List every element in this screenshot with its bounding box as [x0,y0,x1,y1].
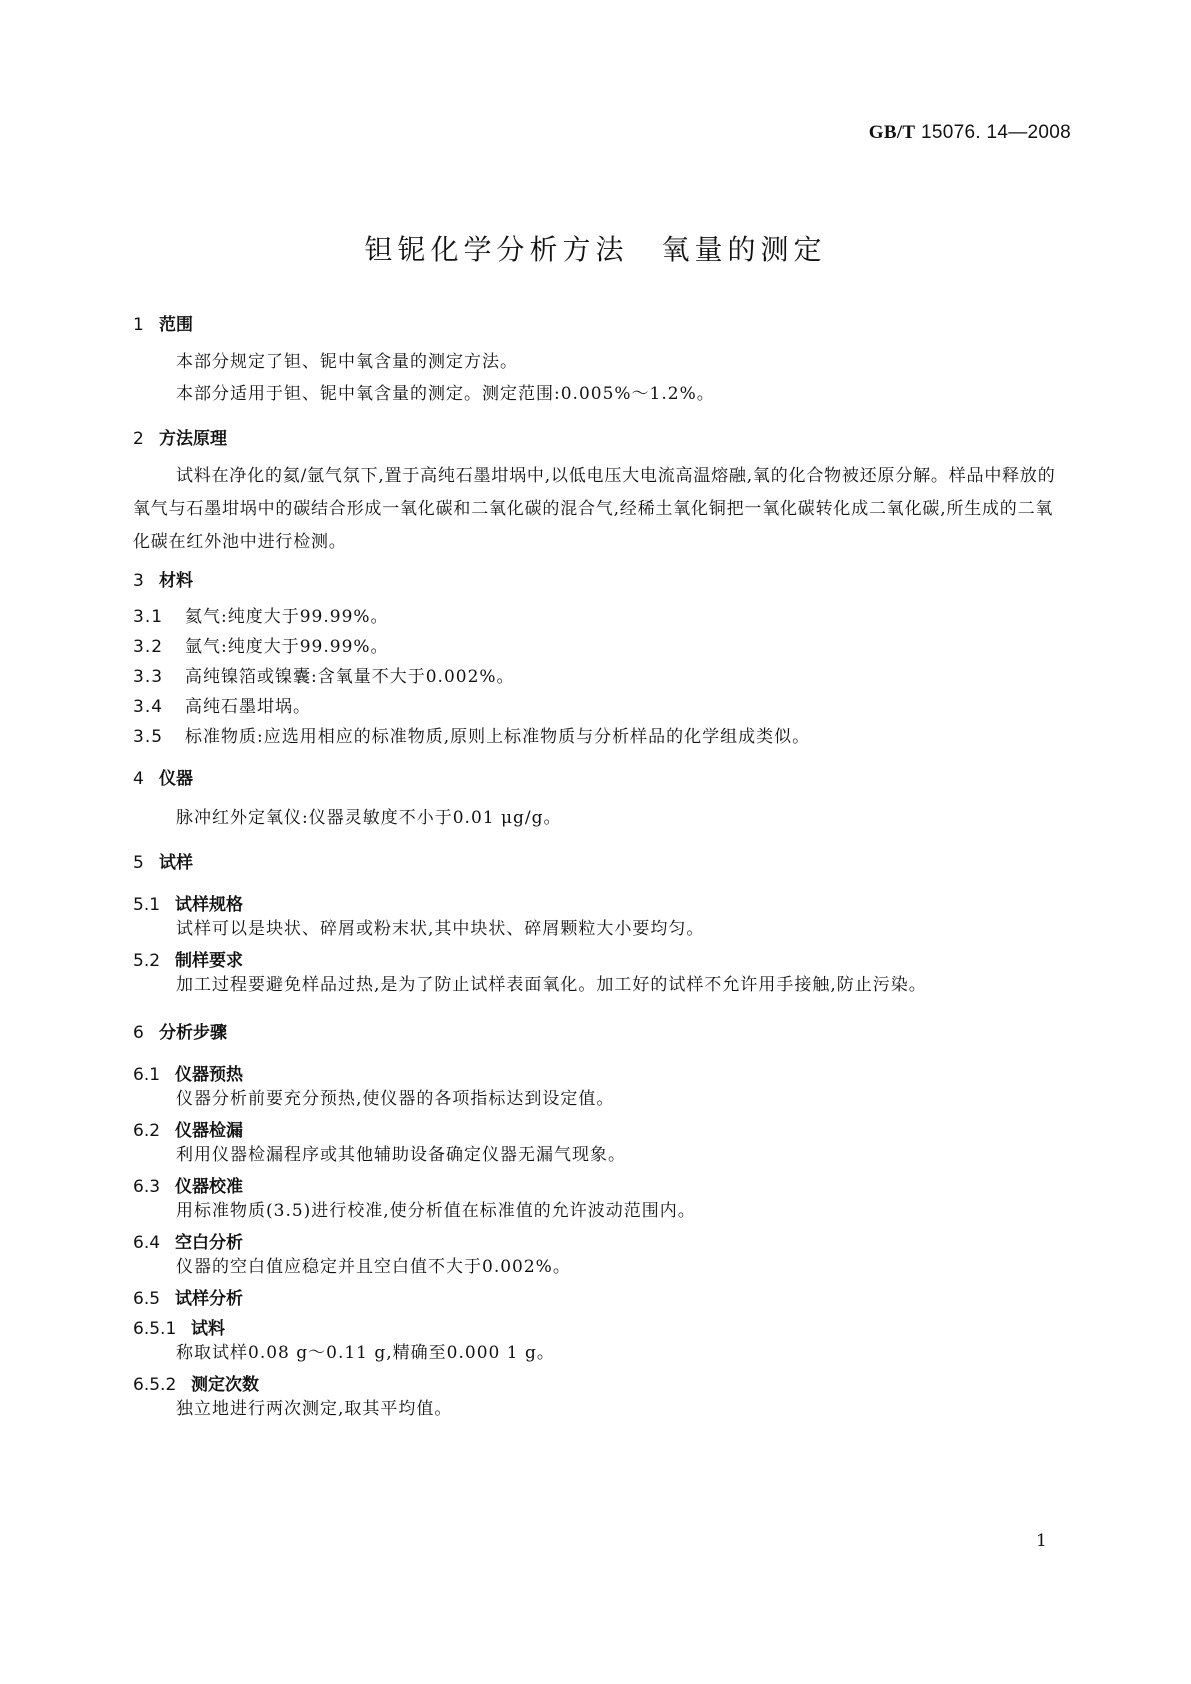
section-title: 分析步骤 [159,1023,227,1043]
subsection-number: 5.2 [133,951,161,971]
subsection-number: 6.2 [133,1121,161,1141]
paragraph: 仪器的空白值应稳定并且空白值不大于0.002%。 [176,1257,571,1277]
subsection-title: 试料 [191,1319,225,1339]
subsubsection-heading [133,1370,259,1395]
section-2-heading [133,424,227,449]
paragraph: 本部分适用于钽、铌中氧含量的测定。测定范围:0.005%～1.2%。 [176,384,715,404]
item-number: 3.2 [133,637,164,657]
section-number: 6 [133,1023,144,1043]
section-3-heading [133,566,193,591]
item-text: 氩气:纯度大于99.99%。 [185,637,389,657]
subsection-heading [133,890,243,915]
paragraph: 脉冲红外定氧仪:仪器灵敏度不小于0.01 μg/g。 [176,808,562,828]
section-4-heading [133,764,193,789]
section-number: 5 [133,853,144,873]
subsection-title: 仪器预热 [175,1065,243,1085]
section-number: 1 [133,315,144,335]
standard-code [869,122,1071,144]
subsection-number: 6.4 [133,1233,161,1253]
subsection-title: 仪器检漏 [175,1121,243,1141]
item-number: 3.5 [133,727,164,747]
standard-number: 15076. 14—2008 [921,122,1071,143]
item-text: 高纯石墨坩埚。 [185,697,311,717]
subsection-number: 6.5 [133,1289,161,1309]
paragraph: 试料在净化的氦/氩气氛下,置于高纯石墨坩埚中,以低电压大电流高温熔融,氧的化合物被还原分解。样品中释放的氧气与石墨坩埚中的碳结合形成一氧化碳和二氧化碳的混合气,经稀土氧化铜把一氧化碳转化成二氧化碳,所生成的二氧化碳在红外池中进行检测。 [133,466,1056,552]
section-title: 材料 [159,571,193,591]
list-item [133,721,810,753]
paragraph: 试样可以是块状、碎屑或粉末状,其中块状、碎屑颗粒大小要均匀。 [176,919,705,939]
item-number: 3.4 [133,697,164,717]
paragraph: 用标准物质(3.5)进行校准,使分析值在标准值的允许波动范围内。 [176,1201,696,1221]
subsection-heading [133,946,243,971]
section-number: 3 [133,571,144,591]
subsection-number: 5.1 [133,895,161,915]
section-5-heading [133,848,193,873]
paragraph: 仪器分析前要充分预热,使仪器的各项指标达到设定值。 [176,1089,615,1109]
paragraph: 本部分规定了钽、铌中氧含量的测定方法。 [176,352,518,372]
section-1-heading [133,310,193,335]
item-text: 氦气:纯度大于99.99%。 [185,607,389,627]
paragraph: 利用仪器检漏程序或其他辅助设备确定仪器无漏气现象。 [176,1145,626,1165]
subsection-heading [133,1284,243,1309]
item-text: 高纯镍箔或镍囊:含氧量不大于0.002%。 [185,667,515,687]
subsection-title: 空白分析 [175,1233,243,1253]
section-number: 4 [133,769,144,789]
section-title: 试样 [159,853,193,873]
section-title: 范围 [159,315,193,335]
item-text: 标准物质:应选用相应的标准物质,原则上标准物质与分析样品的化学组成类似。 [185,727,811,747]
list-item [133,661,515,693]
subsection-title: 仪器校准 [175,1177,243,1197]
section-number: 2 [133,429,144,449]
subsection-number: 6.3 [133,1177,161,1197]
subsection-number: 6.1 [133,1065,161,1085]
section-6-heading [133,1018,227,1043]
subsection-heading [133,1060,243,1085]
list-item [133,631,389,663]
page-number: 1 [1036,1531,1047,1551]
subsection-heading [133,1228,243,1253]
subsection-heading [133,1172,243,1197]
paragraph: 加工过程要避免样品过热,是为了防止试样表面氧化。加工好的试样不允许用手接触,防止污染。 [176,975,927,995]
subsection-number: 6.5.2 [133,1375,177,1395]
paragraph: 称取试样0.08 g～0.11 g,精确至0.000 1 g。 [176,1343,555,1363]
list-item [133,601,389,633]
subsection-title: 制样要求 [175,951,243,971]
standard-prefix: GB/T [868,122,916,143]
subsection-title: 试样分析 [175,1289,243,1309]
item-number: 3.1 [133,607,164,627]
paragraph: 独立地进行两次测定,取其平均值。 [176,1399,453,1419]
subsubsection-heading [133,1314,225,1339]
list-item [133,691,311,723]
section-title: 方法原理 [159,429,227,449]
item-number: 3.3 [133,667,164,687]
subsection-heading [133,1116,243,1141]
section-title: 仪器 [159,769,193,789]
document-title: 钽铌化学分析方法 氧量的测定 [364,233,827,266]
subsection-title: 试样规格 [175,895,243,915]
subsection-title: 测定次数 [191,1375,259,1395]
subsection-number: 6.5.1 [133,1319,177,1339]
